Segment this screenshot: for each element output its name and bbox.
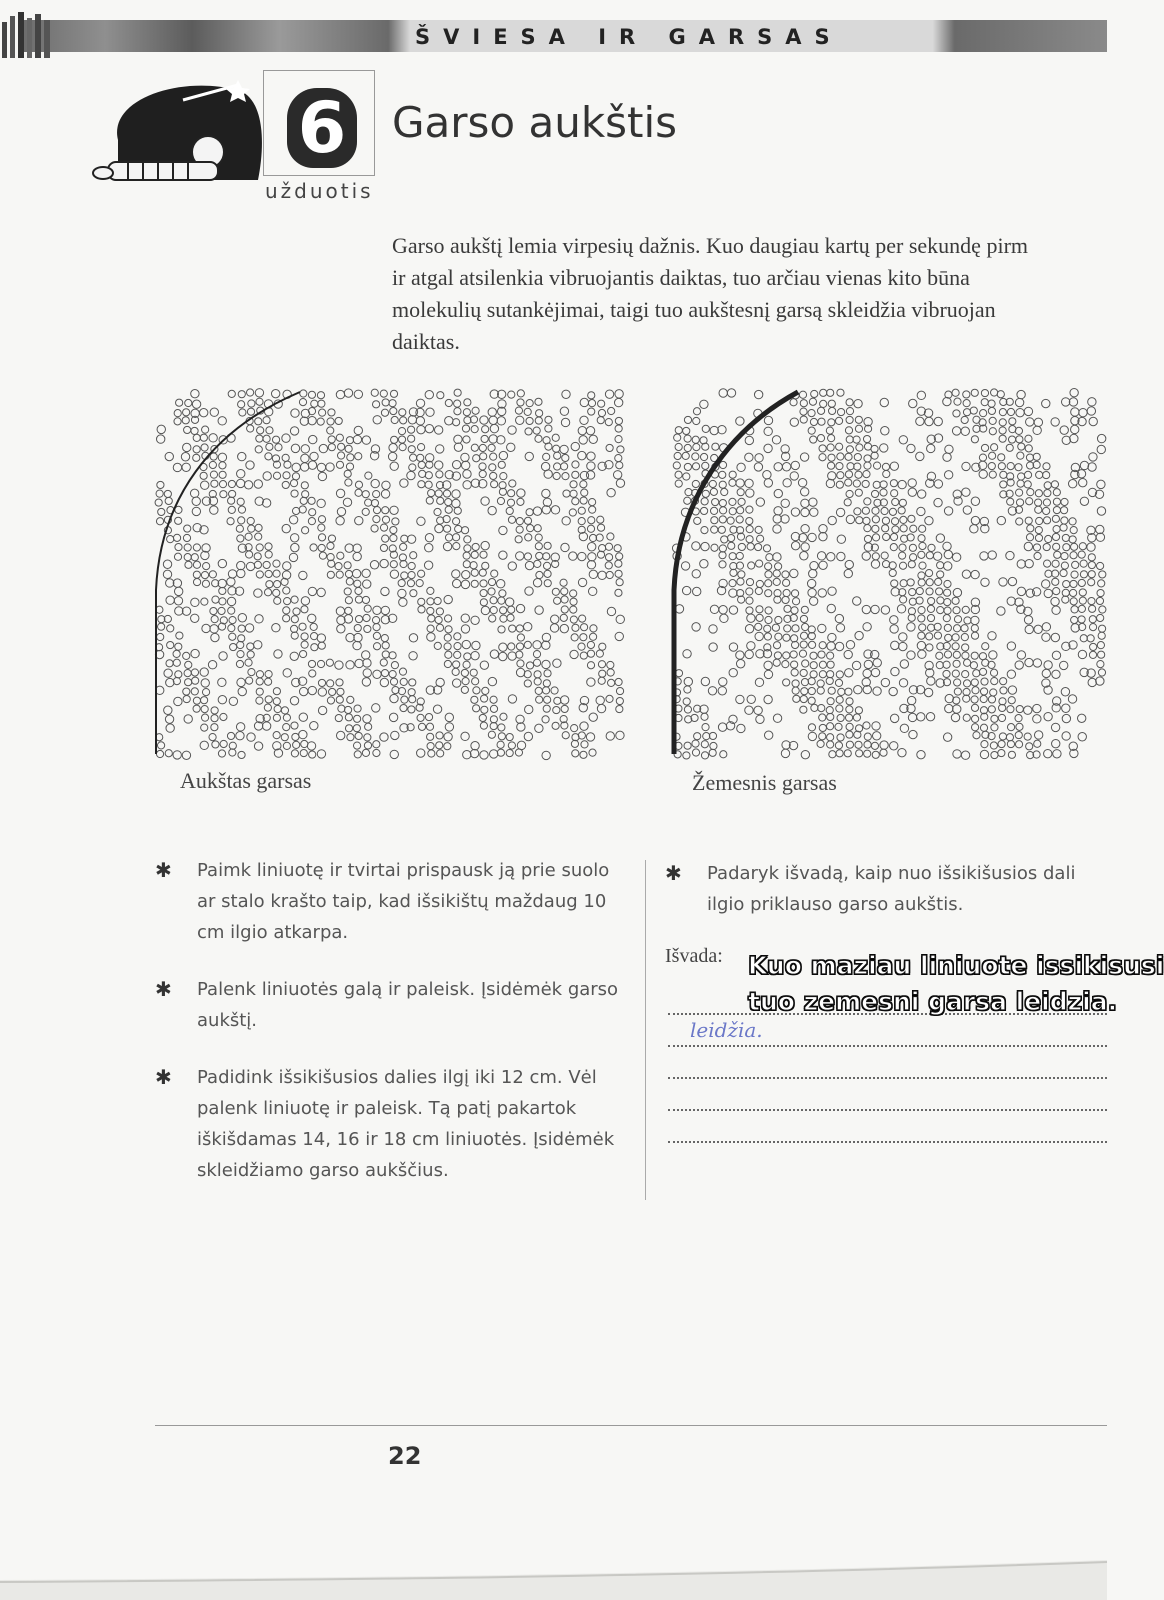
instruction-item: ✱ Palenk liniuotės galą ir paleisk. Įsidėmėk garso aukštį. [155, 974, 625, 1036]
intro-line: molekulių sutankėjimai, taigi tuo aukštesnį garsą skleidžia vibruojan [392, 297, 996, 322]
intro-line: ir atgal atsilenkia vibruojantis daiktas, tuo arčiau vienas kito būna [392, 265, 970, 290]
molecule-pattern [155, 389, 625, 760]
intro-line: Garso aukštį lemia virpesių dažnis. Kuo daugiau kartų per sekundę pirm [392, 233, 1029, 258]
asterisk-bullet-icon: ✱ [665, 861, 682, 885]
instruction-item: ✱ Paimk liniuotę ir tvirtai prispausk ją prie suolo ar stalo krašto taip, kad išsikištų maždaug 10 cm ilgio atkarpa. [155, 855, 625, 948]
page-title: Garso aukštis [392, 98, 678, 147]
banner-stripes-decoration [0, 10, 60, 58]
conclusion-task [665, 858, 1107, 920]
page-number: 22 [388, 1442, 422, 1470]
answer-line [668, 1045, 1107, 1047]
scan-edge-decoration [0, 1540, 1107, 1600]
asterisk-bullet-icon: ✱ [155, 977, 172, 1001]
asterisk-bullet-icon: ✱ [155, 858, 172, 882]
conclusion-answer-line-1: Kuo maziau liniuote issikisusi [748, 951, 1164, 980]
task-number: 6 [287, 88, 357, 168]
footer-rule [155, 1425, 1107, 1426]
answer-line [668, 1141, 1107, 1143]
section-banner-title: ŠVIESA IR GARSAS [415, 25, 843, 49]
column-divider [645, 860, 646, 1200]
high-sound-caption: Aukštas garsas [180, 768, 312, 793]
asterisk-bullet-icon: ✱ [155, 1065, 172, 1089]
high-sound-wave-diagram [150, 390, 630, 760]
mascot-illustration [88, 70, 268, 200]
instruction-list [155, 855, 625, 1212]
intro-paragraph [392, 230, 1107, 358]
low-sound-caption: Žemesnis garsas [692, 770, 837, 795]
low-sound-wave-diagram [668, 390, 1107, 760]
conclusion-answer-line-2: tuo zemesni garsa leidzia. [748, 987, 1118, 1016]
instruction-item: ✱ Padidink išsikišusios dalies ilgį iki 12 cm. Vėl palenk liniuotę ir paleisk. Tą patį pakartok iškišdamas 14, 16 ir 18 cm liniuotės. Įsidėmėk skleidžiamo garso aukščius. [155, 1062, 625, 1186]
task-label: užduotis [265, 179, 374, 203]
handwritten-answer-line: leidžia. [690, 1018, 763, 1042]
molecule-pattern [672, 388, 1105, 759]
conclusion-task-item: ✱ Padaryk išvadą, kaip nuo išsikišusios dali ilgio priklauso garso aukštis. [665, 858, 1107, 920]
conclusion-label: Išvada: [665, 945, 723, 967]
answer-line [668, 1077, 1107, 1079]
answer-line [668, 1109, 1107, 1111]
intro-line: daiktas. [392, 329, 460, 354]
